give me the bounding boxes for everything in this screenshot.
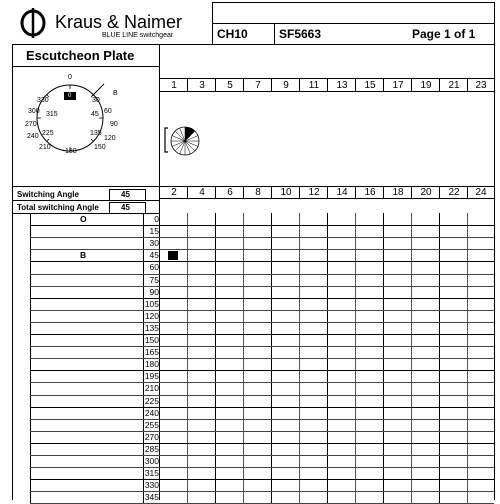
- contact-number: 11: [308, 80, 320, 91]
- position-angle: 45: [149, 250, 159, 261]
- dial-label: 120: [104, 135, 116, 142]
- dial-label: 210: [39, 144, 51, 151]
- grid-line: [271, 78, 272, 91]
- closed-contact-marker: [168, 251, 178, 260]
- product-code: CH10: [217, 27, 248, 41]
- grid-line: [439, 78, 440, 91]
- dial-label: 180: [65, 148, 77, 155]
- grid-line: [299, 78, 300, 91]
- dial-b-mark: B: [113, 90, 118, 97]
- contact-number: 20: [420, 187, 432, 198]
- grid-line: [383, 78, 384, 91]
- dial-label: 315: [46, 111, 58, 118]
- contact-number: 9: [283, 80, 289, 91]
- contact-number: 23: [475, 80, 487, 91]
- grid-line: [215, 78, 216, 91]
- contact-number: 12: [308, 187, 320, 198]
- total-switching-angle-label: Total switching Angle: [17, 203, 99, 212]
- brand-subtitle: BLUE LINE switchgear: [102, 32, 174, 39]
- position-angle: 120: [144, 310, 159, 321]
- position-angle: 345: [144, 492, 159, 503]
- contact-number: 13: [336, 80, 348, 91]
- position-angle: 0: [154, 214, 159, 224]
- position-angle: 150: [144, 335, 159, 345]
- brand-name: Kraus & Naimer: [55, 12, 183, 32]
- position-angle: 225: [144, 395, 159, 406]
- page-indicator: Page 1 of 1: [412, 27, 476, 41]
- position-angle: 195: [144, 371, 159, 382]
- brand-logo: [18, 7, 48, 44]
- dial-label: 30: [92, 97, 100, 104]
- dial-label: 90: [110, 121, 118, 128]
- drawing-number: SF5663: [279, 27, 322, 41]
- contact-number: 17: [392, 80, 404, 91]
- switching-angle-label: Switching Angle: [17, 190, 79, 199]
- kraus-naimer-logo-icon: [18, 7, 48, 39]
- grid-line: [327, 78, 328, 91]
- dial-zero-label: 0: [68, 93, 72, 99]
- grid-line: [243, 78, 244, 91]
- position-angle: 165: [144, 347, 159, 358]
- position-angle: 75: [149, 274, 159, 285]
- grid-line: [187, 78, 188, 91]
- position-name: O: [80, 214, 87, 224]
- contact-number: 19: [420, 80, 432, 91]
- contact-number: 18: [392, 187, 404, 198]
- dial-label: 240: [27, 133, 39, 140]
- grid-line: [355, 78, 356, 91]
- dial-label: 330: [37, 97, 49, 104]
- contact-number: 15: [364, 80, 376, 91]
- position-angle: 135: [144, 322, 159, 333]
- contact-number: 10: [280, 187, 292, 198]
- dial-label: 225: [42, 130, 54, 137]
- contact-number: 24: [475, 187, 487, 198]
- dial-label: 300: [28, 108, 40, 115]
- position-angle: 180: [144, 359, 159, 370]
- position-angle: 240: [144, 407, 159, 418]
- contact-number: 8: [255, 187, 261, 198]
- contact-number: 6: [227, 187, 233, 198]
- escutcheon-plate-title: Escutcheon Plate: [26, 48, 135, 63]
- dial-label: 60: [104, 108, 112, 115]
- dial-label: 135: [90, 130, 102, 137]
- position-angle: 30: [149, 238, 159, 249]
- contact-number: 4: [199, 187, 205, 198]
- position-angle: 300: [144, 456, 159, 466]
- position-angle: 210: [144, 383, 159, 394]
- position-angle: 255: [144, 419, 159, 430]
- contact-number: 21: [448, 80, 460, 91]
- contact-number: 22: [448, 187, 460, 198]
- position-angle: 285: [144, 443, 159, 454]
- dial-label: 150: [94, 144, 106, 151]
- contact-number: 3: [199, 80, 205, 91]
- position-angle: 15: [149, 226, 159, 237]
- escutcheon-dial: [20, 70, 160, 170]
- position-angle: 315: [144, 468, 159, 479]
- cam-switch-symbol-icon: [162, 118, 204, 164]
- position-angle: 90: [149, 286, 159, 297]
- dial-label: 45: [91, 111, 99, 118]
- contact-number: 16: [364, 187, 376, 198]
- position-name: B: [80, 250, 87, 261]
- dial-top-mark: 0: [68, 74, 72, 81]
- position-angle: 270: [144, 431, 159, 442]
- contact-number: 2: [171, 187, 177, 198]
- contact-number: 14: [336, 187, 348, 198]
- total-switching-angle-value: 45: [121, 203, 130, 212]
- contact-number: 1: [171, 80, 177, 91]
- position-angle: 330: [144, 480, 159, 491]
- position-angle: 105: [144, 298, 159, 309]
- position-angle: 60: [149, 262, 159, 273]
- grid-line: [411, 78, 412, 91]
- contact-number: 5: [227, 80, 233, 91]
- contact-number: 7: [255, 80, 261, 91]
- dial-label: 270: [25, 121, 37, 128]
- switching-angle-value: 45: [121, 190, 130, 199]
